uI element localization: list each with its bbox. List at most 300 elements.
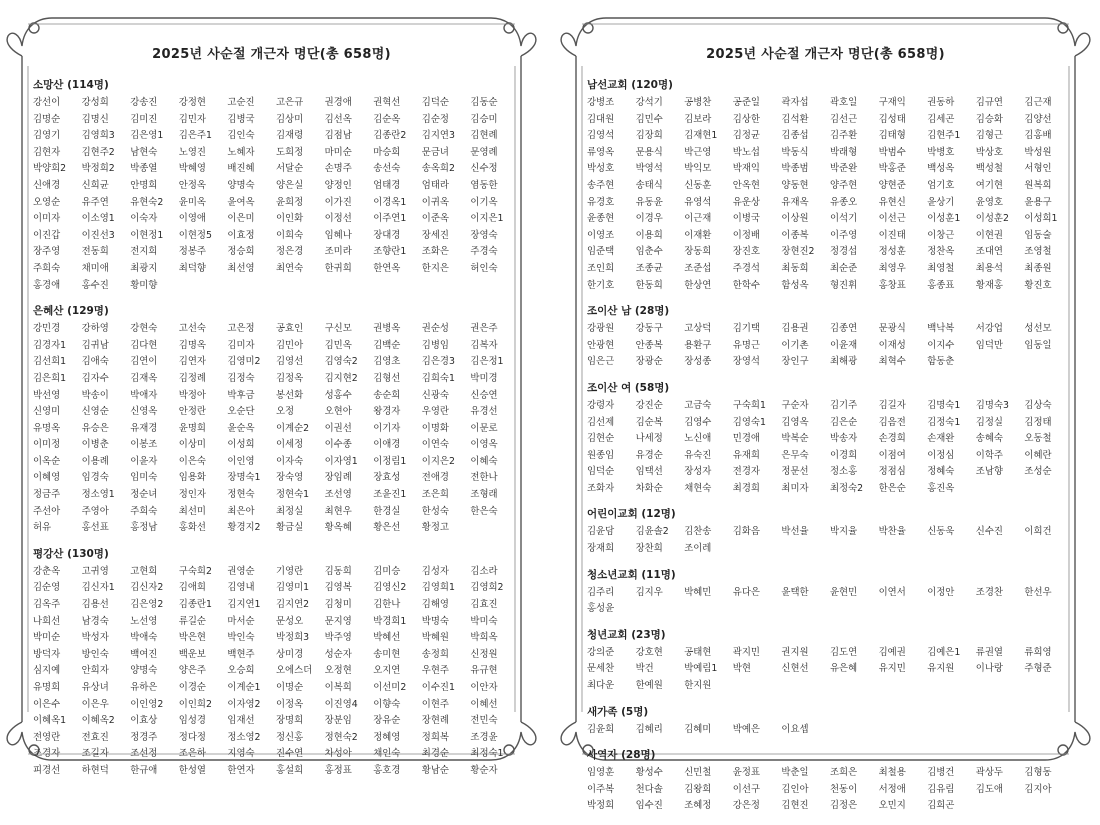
member-name: 김재령	[275, 130, 304, 142]
member-name: 김정숙1	[927, 416, 961, 428]
member-name: 박송이	[81, 389, 109, 401]
member-name: 이혜영	[33, 472, 61, 484]
member-name: 김연이	[130, 356, 158, 368]
member-name: 정혜영	[373, 731, 401, 743]
member-name: 최은아	[227, 505, 255, 517]
member-name: 신정원	[470, 648, 498, 660]
member-name: 류길순	[178, 615, 206, 627]
member-name: 박정희3	[275, 632, 310, 644]
member-name: 주경석	[732, 262, 760, 274]
member-name: 김현진	[781, 800, 809, 812]
member-name: 김정숙	[227, 372, 255, 384]
member-name: 유은혜	[829, 663, 858, 675]
member-name: 조희은	[829, 767, 858, 779]
member-name: 박혜영	[178, 163, 206, 175]
member-name: 김상숙	[1024, 399, 1052, 411]
member-name: 박지율	[829, 526, 858, 538]
member-name: 박정희	[587, 800, 615, 812]
member-name: 박은현	[178, 632, 206, 644]
member-name: 박미숙	[470, 615, 498, 627]
member-name: 김정균	[732, 130, 760, 142]
member-name: 김미진	[130, 113, 158, 125]
member-name: 장세진	[421, 229, 449, 241]
member-name: 공태현	[684, 646, 712, 658]
member-name: 노혜자	[227, 146, 255, 158]
member-name: 유명근	[732, 339, 760, 351]
member-name: 강민경	[33, 323, 61, 335]
member-name: 강하영	[81, 323, 109, 335]
member-name: 조경찬	[975, 586, 1003, 598]
member-name: 김세곤	[927, 113, 955, 125]
member-name: 문세찬	[587, 663, 615, 675]
member-name: 한선우	[1024, 586, 1052, 598]
member-name: 손명주	[324, 163, 352, 175]
member-name: 김소라	[470, 565, 498, 577]
member-name: 김기주	[829, 399, 858, 411]
member-name: 이현정5	[178, 229, 212, 241]
member-name: 김용권	[781, 323, 809, 335]
member-name: 김영옥	[781, 416, 809, 428]
member-name: 이희건	[1024, 526, 1052, 538]
member-name: 김민자	[178, 113, 206, 125]
member-name: 박성원	[1024, 146, 1052, 158]
member-name: 권동하	[927, 97, 955, 108]
member-name: 유재옥	[781, 196, 809, 208]
member-name: 임경숙	[81, 472, 109, 484]
member-name: 임영훈	[587, 767, 615, 779]
member-name: 조선정	[130, 748, 158, 760]
member-name: 정경주	[130, 731, 158, 743]
member-name: 김상미	[275, 113, 304, 125]
member-name: 장동희	[684, 246, 712, 258]
member-name: 송주현	[587, 179, 615, 191]
member-name: 성순자	[324, 648, 352, 660]
member-name: 임재선	[227, 715, 255, 727]
member-name: 노신애	[684, 433, 712, 445]
member-name: 김재옥	[130, 372, 158, 384]
member-name: 최정실	[275, 505, 304, 517]
member-name: 조성순	[1024, 466, 1052, 478]
member-name: 김영희2	[470, 582, 504, 594]
member-name: 김현례	[470, 130, 498, 142]
group-title: 어린이교회 (12명)	[587, 508, 676, 521]
member-name: 김규연	[975, 97, 1003, 108]
member-name: 강령자	[587, 399, 615, 411]
member-name: 조향란1	[373, 246, 407, 258]
member-name: 이인희2	[178, 698, 212, 710]
member-name: 고현희	[130, 565, 158, 577]
member-name: 이권선	[324, 422, 352, 434]
member-name: 김성자	[421, 565, 449, 577]
member-name: 홍설희	[275, 764, 304, 776]
member-name: 김옥주	[33, 599, 61, 611]
member-name: 양정인	[324, 179, 352, 191]
member-name: 윤영호	[975, 196, 1003, 208]
member-name: 안옥현	[732, 179, 760, 191]
member-name: 임택선	[635, 466, 663, 478]
member-name: 이계순2	[275, 422, 310, 434]
member-name: 최현우	[324, 505, 352, 517]
member-name: 박복순	[781, 433, 809, 445]
member-name: 황경지2	[227, 522, 261, 534]
member-name: 강진순	[635, 399, 663, 411]
member-name: 이세정	[275, 439, 304, 451]
member-name: 김재현1	[684, 130, 718, 142]
member-name: 이현권	[975, 229, 1003, 241]
member-name: 강병조	[587, 97, 615, 108]
member-name: 최경희	[732, 482, 760, 494]
member-name: 남현숙	[130, 146, 158, 158]
name-list	[33, 78, 519, 790]
member-name: 장명숙1	[227, 472, 261, 484]
member-name: 한연옥	[373, 262, 401, 274]
member-name: 박준완	[829, 163, 858, 175]
member-name: 임미숙	[130, 472, 158, 484]
member-name: 김영복	[324, 582, 352, 594]
member-name: 임성경	[178, 715, 206, 727]
member-name: 우현주	[421, 665, 449, 677]
member-name: 한상연	[684, 279, 712, 291]
member-name: 유숙진	[684, 449, 712, 461]
member-name: 김인아	[781, 783, 809, 795]
member-name: 김신자1	[81, 582, 115, 594]
member-name: 박건	[635, 663, 654, 675]
member-name: 마미순	[324, 146, 352, 158]
member-name: 강광원	[587, 323, 615, 335]
member-name: 고선숙	[178, 323, 206, 335]
member-name: 이정심	[927, 449, 955, 461]
member-name: 김민수	[635, 113, 663, 125]
member-name: 이지은1	[470, 213, 504, 225]
member-name: 노선영	[130, 615, 158, 627]
member-name: 강의준	[587, 646, 615, 658]
member-name: 박춘일	[781, 767, 809, 779]
member-name: 구순자	[781, 399, 809, 411]
member-name: 유경선	[470, 406, 498, 418]
member-name: 유현숙2	[130, 196, 164, 208]
member-name: 조이레	[684, 543, 712, 555]
member-name: 양동현	[781, 179, 809, 191]
member-name: 김영신2	[373, 582, 407, 594]
member-name: 김형동	[1024, 767, 1052, 779]
member-name: 황진호	[1024, 279, 1052, 291]
member-name: 한기호	[587, 279, 615, 291]
member-name: 김다현	[130, 339, 158, 351]
member-name: 김태형	[878, 130, 906, 142]
member-name: 장현진2	[781, 246, 815, 258]
member-name: 류영옥	[587, 146, 615, 158]
member-name: 김정은	[829, 800, 858, 812]
name-grid	[33, 321, 519, 537]
member-name: 안명희	[130, 179, 158, 191]
member-name: 김영초	[373, 356, 401, 368]
member-name: 이영옥	[470, 439, 498, 451]
member-name: 장성자	[684, 466, 712, 478]
member-name: 김정태	[1024, 416, 1052, 428]
member-name: 송옥희2	[421, 163, 455, 175]
member-name: 정현숙2	[324, 731, 358, 743]
member-name: 김점남	[324, 130, 352, 142]
member-name: 신광숙	[421, 389, 449, 401]
member-name: 장숙영	[275, 472, 304, 484]
name-grid	[587, 95, 1073, 294]
member-name: 이귀옥	[421, 196, 449, 208]
group-section	[587, 568, 1073, 618]
member-name: 윤희정	[275, 196, 304, 208]
member-name: 임동일	[1024, 339, 1052, 351]
member-name: 전애경	[421, 472, 449, 484]
member-name: 허인숙	[470, 262, 498, 274]
member-name: 정다정	[178, 731, 206, 743]
member-name: 김장희	[635, 130, 663, 142]
member-name: 송순희	[373, 389, 401, 401]
member-name: 임준택	[587, 246, 615, 258]
member-name: 이은우	[81, 698, 109, 710]
member-name: 송선숙	[373, 163, 401, 175]
group-section	[587, 304, 1073, 371]
member-name: 이영애	[178, 213, 206, 225]
member-name: 김종란2	[373, 130, 407, 142]
member-name: 정소영2	[227, 731, 261, 743]
member-name: 류권열	[975, 646, 1003, 658]
member-name: 서달순	[275, 163, 304, 175]
member-name: 이향숙	[373, 698, 401, 710]
right-page	[560, 6, 1091, 812]
member-name: 김선옥	[324, 113, 352, 125]
member-name: 이혜옥1	[33, 715, 67, 727]
member-name: 권병옥	[373, 323, 401, 335]
member-name: 이자영2	[227, 698, 261, 710]
member-name: 조영철	[1024, 246, 1052, 258]
member-name: 김윤담	[587, 526, 615, 538]
member-name: 황남순	[421, 764, 449, 776]
member-name: 정찬옥	[927, 246, 955, 258]
member-name: 조인희	[587, 262, 615, 274]
member-name: 정봉주	[178, 246, 206, 258]
group-section	[587, 628, 1073, 695]
member-name: 조미라	[324, 246, 352, 258]
member-name: 이복희	[324, 682, 352, 693]
member-name: 고귀영	[81, 565, 109, 577]
member-name: 유지원	[927, 663, 955, 675]
member-name: 이연서	[878, 586, 906, 598]
member-name: 공병찬	[684, 97, 712, 108]
member-name: 정희복	[421, 731, 449, 743]
member-name: 김선근	[829, 113, 858, 125]
member-name: 임은근	[587, 356, 615, 368]
member-name: 이자영1	[324, 455, 358, 467]
member-name: 방인숙	[81, 648, 109, 660]
member-name: 홍성윤	[587, 603, 615, 615]
member-name: 이성희	[227, 439, 255, 451]
member-name: 안광현	[587, 339, 615, 351]
member-name: 김명숙3	[975, 399, 1009, 411]
member-name: 이경옥1	[373, 196, 407, 208]
member-name: 김백순	[373, 339, 401, 351]
member-name: 노영진	[178, 146, 206, 158]
member-name: 장진호	[732, 246, 760, 258]
member-name: 유종오	[829, 196, 858, 208]
member-name: 홍호경	[373, 764, 401, 776]
member-name: 김은순	[829, 416, 858, 428]
member-name: 박성자	[81, 632, 109, 644]
member-name: 이옥순	[33, 455, 61, 467]
member-name: 진수연	[275, 748, 304, 760]
member-name: 김영미1	[275, 582, 310, 594]
member-name: 정현숙	[227, 489, 255, 501]
member-name: 장임례	[324, 472, 352, 484]
member-name: 장명희	[275, 715, 304, 727]
member-name: 장현례	[421, 715, 449, 727]
member-name: 조은하	[178, 748, 206, 760]
member-name: 김자수	[81, 372, 109, 384]
member-name: 오현아	[324, 406, 352, 418]
member-name: 최순준	[829, 262, 858, 274]
member-name: 윤여옥	[227, 196, 255, 208]
member-name: 이성훈2	[975, 213, 1009, 225]
member-name: 채미애	[81, 262, 109, 274]
member-name: 김정옥	[275, 372, 304, 384]
member-name: 박미경	[470, 372, 498, 384]
member-name: 이주영	[829, 229, 858, 241]
member-name: 나세정	[635, 433, 663, 445]
member-name: 최선미	[178, 505, 206, 517]
member-name: 김연자	[178, 356, 206, 368]
member-name: 김승미	[470, 113, 498, 125]
member-name: 박범수	[878, 146, 906, 158]
member-name: 천동이	[829, 783, 858, 795]
member-name: 윤미옥	[178, 196, 206, 208]
member-name: 조길자	[81, 748, 109, 760]
member-name: 이정선	[324, 213, 352, 225]
member-name: 김영선	[275, 356, 304, 368]
member-name: 유현신	[878, 196, 906, 208]
member-name: 이병국	[732, 213, 760, 225]
member-name: 김희곤	[927, 800, 955, 812]
member-name: 유주연	[81, 196, 109, 208]
member-name: 한지원	[684, 680, 712, 692]
member-name: 송혜숙	[975, 433, 1003, 445]
member-name: 정혜숙	[927, 466, 955, 478]
member-name: 박희옥	[470, 632, 498, 644]
member-name: 강동구	[635, 323, 663, 335]
member-name: 최용석	[975, 262, 1003, 274]
member-name: 김은희1	[33, 372, 67, 384]
member-name: 한은숙	[470, 505, 498, 517]
member-name: 임춘수	[635, 246, 663, 258]
member-name: 오정현	[324, 665, 352, 677]
member-name: 도희정	[275, 146, 304, 158]
member-name: 김주리	[587, 586, 615, 598]
member-name: 김근재	[1024, 97, 1052, 108]
member-name: 조화자	[587, 482, 615, 494]
member-name: 유하은	[130, 682, 158, 693]
member-name: 박래형	[829, 146, 858, 158]
member-name: 주경숙	[470, 246, 498, 258]
member-name: 기영란	[275, 565, 304, 577]
member-name: 장영숙	[470, 229, 498, 241]
member-name: 천다솔	[635, 783, 663, 795]
member-name: 김명순	[33, 113, 61, 125]
member-name: 공효인	[275, 323, 304, 335]
member-name: 김현주1	[927, 130, 961, 142]
member-name: 장찬희	[635, 543, 663, 555]
member-name: 유명희	[33, 682, 61, 693]
member-name: 곽상두	[975, 767, 1003, 779]
member-name: 이용희	[635, 229, 663, 241]
member-name: 유동윤	[635, 196, 663, 208]
group-title: 소망산 (114명)	[33, 79, 109, 91]
member-name: 주희숙	[33, 262, 61, 274]
member-name: 김도애	[975, 783, 1003, 795]
member-name: 염동한	[470, 179, 498, 191]
member-name: 이용례	[81, 455, 109, 467]
member-name: 백낙복	[927, 323, 955, 335]
member-name: 김기택	[732, 323, 760, 335]
member-name: 김지연3	[421, 130, 455, 142]
member-name: 강현숙	[130, 323, 158, 335]
member-name: 김귀남	[81, 339, 109, 351]
group-section	[33, 547, 519, 780]
member-name: 박익모	[684, 163, 712, 175]
member-name: 손재완	[927, 433, 955, 445]
member-name: 이가진	[324, 196, 352, 208]
member-name: 서형인	[1024, 163, 1052, 175]
member-name: 김미자	[227, 339, 255, 351]
member-name: 이효상	[130, 715, 158, 727]
member-name: 백여진	[130, 648, 158, 660]
group-title: 은혜산 (129명)	[33, 305, 109, 318]
member-name: 양명숙	[227, 179, 255, 191]
member-name: 한지은	[421, 262, 449, 274]
member-name: 안정란	[178, 406, 206, 418]
member-name: 김효진	[470, 599, 498, 611]
member-name: 곽지민	[732, 646, 760, 658]
member-name: 김영숙2	[324, 356, 358, 368]
member-name: 한연자	[227, 764, 255, 776]
member-name: 권지원	[781, 646, 809, 658]
member-name: 박재익	[732, 163, 760, 175]
member-name: 이성희1	[1024, 213, 1058, 225]
member-name: 최연숙	[275, 262, 304, 274]
member-name: 신동욱	[927, 526, 955, 538]
member-name: 김석환	[781, 113, 809, 125]
member-name: 이경우	[635, 213, 663, 225]
member-name: 이봉조	[130, 439, 158, 451]
member-name: 전한나	[470, 472, 498, 484]
member-name: 고금숙	[684, 399, 712, 411]
member-name: 이영조	[587, 229, 615, 241]
member-name: 최해광	[829, 356, 858, 368]
member-name: 곽자섭	[781, 97, 809, 108]
member-name: 홍선표	[81, 522, 109, 534]
member-name: 구신모	[324, 323, 352, 335]
member-name: 민경애	[732, 433, 760, 445]
member-name: 권영순	[227, 565, 255, 577]
member-name: 강은정	[732, 800, 760, 812]
member-name: 한은순	[878, 482, 906, 494]
member-name: 한성숙	[421, 505, 449, 517]
member-name: 최다운	[587, 680, 615, 692]
member-name: 류희영	[1024, 646, 1052, 658]
member-name: 정인자	[178, 489, 206, 501]
member-name: 주선아	[33, 505, 61, 517]
member-name: 한학수	[732, 279, 760, 291]
member-name: 김은주1	[178, 130, 212, 142]
member-name: 박종열	[130, 163, 158, 175]
member-name: 김덕순	[421, 97, 449, 108]
member-name: 김명신	[81, 113, 109, 125]
